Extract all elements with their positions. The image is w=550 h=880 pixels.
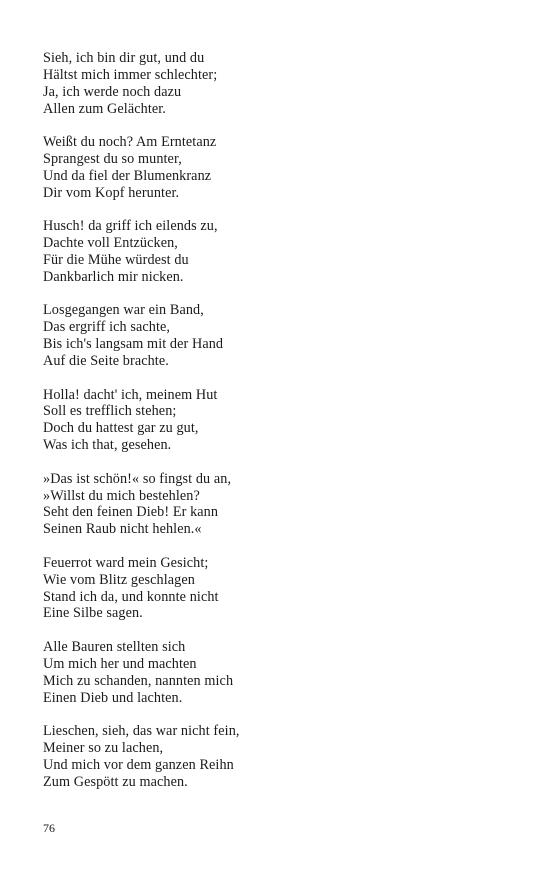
poem-line: Dir vom Kopf herunter.: [43, 184, 180, 201]
poem-line: Bis ich's langsam mit der Hand: [43, 336, 224, 353]
stanza: [43, 302, 513, 370]
poem-line: Stand ich da, und konnte nicht: [43, 588, 219, 605]
poem-line: Feuerrot ward mein Gesicht;: [43, 554, 209, 571]
poem-line: Dachte voll Entzücken,: [43, 235, 178, 252]
poem-line: Einen Dieb und lachten.: [43, 689, 183, 706]
poem-line: Wie vom Blitz geschlagen: [43, 571, 195, 588]
poem-line: Ja, ich werde noch dazu: [43, 83, 182, 100]
poem-line: Und da fiel der Blumenkranz: [43, 167, 212, 184]
poem-line: Was ich that, gesehen.: [43, 437, 172, 454]
stanza: [43, 50, 513, 118]
stanza: [43, 723, 513, 791]
poem-line: Doch du hattest gar zu gut,: [43, 420, 199, 437]
page-number: 76: [43, 821, 55, 835]
stanza: [43, 218, 513, 286]
poem-line: »Das ist schön!« so fingst du an,: [43, 470, 232, 487]
poem-line: Dankbarlich mir nicken.: [43, 268, 184, 285]
poem-line: Und mich vor dem ganzen Reihn: [43, 756, 234, 773]
poem-line: Das ergriff ich sachte,: [43, 319, 171, 336]
poem-line: Seht den feinen Dieb! Er kann: [43, 504, 219, 521]
poem-line: Zum Gespött zu machen.: [43, 773, 188, 790]
poem-line: Allen zum Gelächter.: [43, 100, 166, 117]
poem-line: Mich zu schanden, nannten mich: [43, 672, 234, 689]
poem-line: Auf die Seite brachte.: [43, 353, 169, 370]
poem-line: Sieh, ich bin dir gut, und du: [43, 50, 205, 66]
poem-line: Soll es trefflich stehen;: [43, 403, 177, 420]
poem-line: Losgegangen war ein Band,: [43, 302, 204, 319]
poem-line: Lieschen, sieh, das war nicht fein,: [43, 723, 240, 739]
poem-line: »Willst du mich bestehlen?: [43, 487, 200, 504]
poem-line: Seinen Raub nicht hehlen.«: [43, 521, 202, 538]
poem-line: Alle Bauren stellten sich: [43, 638, 186, 655]
poem-line: Weißt du noch? Am Erntetanz: [43, 134, 217, 151]
poem-line: Um mich her und machten: [43, 655, 197, 672]
poem-line: Eine Silbe sagen.: [43, 605, 143, 622]
poem-line: Sprangest du so munter,: [43, 151, 182, 168]
stanza: [43, 387, 513, 455]
poem-line: Holla! dacht' ich, meinem Hut: [43, 386, 218, 403]
stanza: [43, 555, 513, 623]
poem-line: Hältst mich immer schlechter;: [43, 66, 218, 83]
stanza: [43, 471, 513, 539]
poem: [43, 50, 513, 807]
stanza: [43, 134, 513, 202]
stanza: [43, 639, 513, 707]
poem-line: Meiner so zu lachen,: [43, 739, 164, 756]
poem-line: Für die Mühe würdest du: [43, 252, 189, 269]
poem-line: Husch! da griff ich eilends zu,: [43, 218, 218, 235]
